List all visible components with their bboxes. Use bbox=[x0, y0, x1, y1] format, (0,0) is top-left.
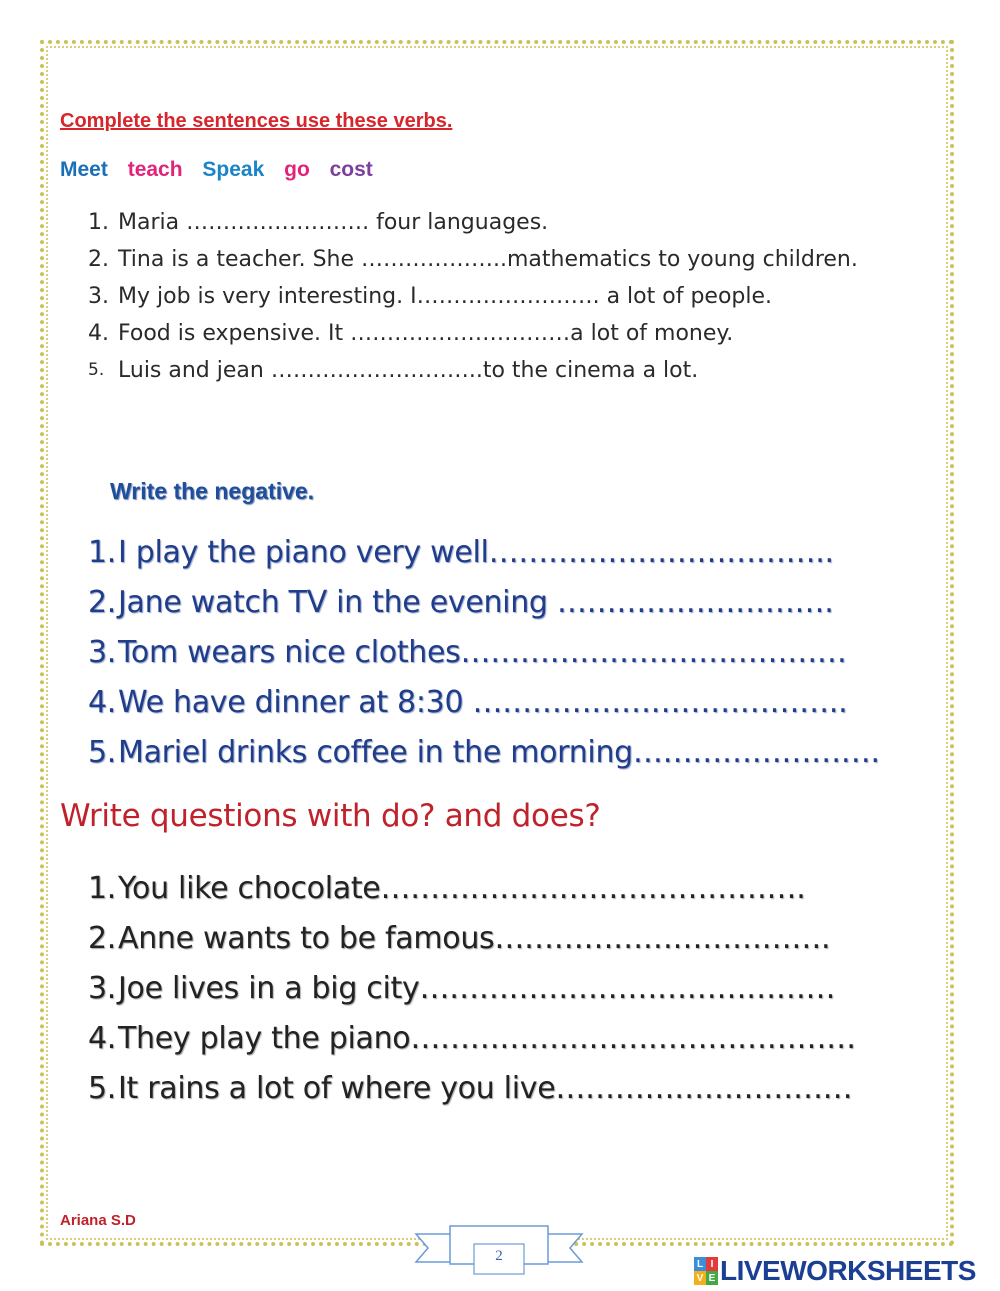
list-item bbox=[88, 864, 968, 914]
item-number: 3. bbox=[88, 284, 109, 309]
verb-go: go bbox=[284, 158, 310, 181]
list-item bbox=[88, 352, 888, 389]
verb-bank bbox=[60, 158, 387, 182]
item-text[interactable]: It rains a lot of where you live………………………… bbox=[118, 1071, 853, 1106]
item-text[interactable]: They play the piano……………………………………… bbox=[118, 1021, 856, 1056]
list-item bbox=[88, 914, 968, 964]
item-text[interactable]: Jane watch TV in the evening ………………………. bbox=[118, 585, 834, 620]
item-text[interactable]: Food is expensive. It …………………………a lot of money. bbox=[118, 321, 734, 346]
item-text[interactable]: Tom wears nice clothes………………………………… bbox=[118, 635, 847, 670]
list-item bbox=[88, 578, 968, 628]
list-item bbox=[88, 278, 888, 315]
verb-speak: Speak bbox=[202, 158, 265, 181]
item-number: 5. bbox=[88, 735, 117, 770]
item-number: 2. bbox=[88, 585, 117, 620]
list-item bbox=[88, 241, 888, 278]
item-text[interactable]: We have dinner at 8:30 ……………………………….. bbox=[118, 685, 848, 720]
item-number: 3. bbox=[88, 635, 117, 670]
verb-meet: Meet bbox=[60, 158, 108, 181]
item-number: 4. bbox=[88, 685, 117, 720]
brand-text: LIVEWORKSHEETS bbox=[720, 1255, 976, 1286]
item-text[interactable]: Mariel drinks coffee in the morning……………………. bbox=[118, 735, 880, 770]
list-item bbox=[88, 964, 968, 1014]
list-item bbox=[88, 1014, 968, 1064]
logo-cell: E bbox=[706, 1271, 718, 1285]
verb-teach: teach bbox=[127, 158, 183, 181]
item-text[interactable]: Maria ……………………. four languages. bbox=[118, 210, 549, 235]
list-item bbox=[88, 315, 888, 352]
author-name: Ariana S.D bbox=[60, 1212, 136, 1229]
verb-cost: cost bbox=[329, 158, 373, 181]
section2-list bbox=[88, 528, 968, 778]
item-number: 4. bbox=[88, 1021, 117, 1056]
section1-title: Complete the sentences use these verbs. bbox=[60, 110, 453, 132]
list-item bbox=[88, 204, 888, 241]
liveworksheets-logo[interactable] bbox=[694, 1254, 976, 1288]
item-number: 3. bbox=[88, 971, 117, 1006]
list-item bbox=[88, 628, 968, 678]
item-text[interactable]: I play the piano very well…………………………….. bbox=[118, 535, 834, 570]
brand-logo-icon bbox=[694, 1257, 718, 1285]
item-number: 4. bbox=[88, 321, 109, 346]
list-item bbox=[88, 728, 968, 778]
list-item bbox=[88, 678, 968, 728]
section1-list bbox=[88, 204, 888, 389]
list-item bbox=[88, 1064, 968, 1114]
section3-list bbox=[88, 864, 968, 1114]
logo-cell: L bbox=[694, 1257, 706, 1271]
item-text[interactable]: My job is very interesting. I……………………. a lot of people. bbox=[118, 284, 773, 309]
item-text[interactable]: Luis and jean ………………………..to the cinema a lot. bbox=[118, 358, 699, 383]
list-item bbox=[88, 528, 968, 578]
page-number: 2 bbox=[495, 1248, 503, 1264]
item-text[interactable]: Tina is a teacher. She ………………..mathematics to young children. bbox=[118, 247, 858, 272]
item-number: 5. bbox=[88, 360, 105, 380]
item-number: 5. bbox=[88, 1071, 117, 1106]
item-number: 2. bbox=[88, 921, 117, 956]
logo-cell: V bbox=[694, 1271, 706, 1285]
item-text[interactable]: Joe lives in a big city…………………………………… bbox=[118, 971, 836, 1006]
item-number: 1. bbox=[88, 871, 117, 906]
section2-title: Write the negative. bbox=[110, 478, 315, 504]
logo-cell: I bbox=[706, 1257, 718, 1271]
item-number: 1. bbox=[88, 535, 117, 570]
item-number: 1. bbox=[88, 210, 109, 235]
item-number: 2. bbox=[88, 247, 109, 272]
section3-title: Write questions with do? and does? bbox=[60, 798, 601, 834]
item-text[interactable]: Anne wants to be famous……………………………. bbox=[118, 921, 831, 956]
item-text[interactable]: You like chocolate……………………………………. bbox=[118, 871, 806, 906]
